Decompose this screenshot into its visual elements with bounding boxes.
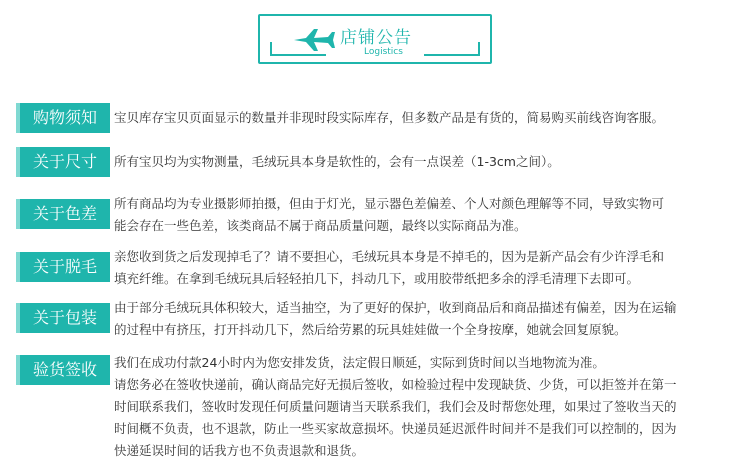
section-tag: 关于脱毛 [20, 252, 110, 282]
text-line: 由于部分毛绒玩具体积较大，适当抽空，为了更好的保护，收到商品后和商品描述有偏差，因为在运输 [114, 300, 677, 315]
text-line: 我们在成功付款24小时内为您安排发货，法定假日顺延，实际到货时间以当地物流为准。 [114, 355, 605, 370]
text-line: 所有商品均为专业摄影师拍摄，但由于灯光，显示器色差偏差、个人对颜色理解等不同，导致实物可 [114, 196, 665, 211]
section-tag: 验货签收 [20, 355, 110, 385]
section-text [114, 246, 732, 290]
banner-subtitle: Logistics [364, 47, 403, 57]
text-line: 时间联系我们，签收时发现任何质量问题请当天联系我们，我们会及时帮您处理，如果过了签收当天的 [114, 399, 677, 414]
text-line: 请您务必在签收快递前，确认商品完好无损后签收，如检验过程中发现缺货、少货，可以拒签并在第一 [114, 377, 677, 392]
banner-title: 店铺公告 [340, 28, 412, 48]
section-text [114, 193, 732, 237]
section-text [114, 151, 732, 173]
text-line: 快递延误时间的话我方也不负责退款和退货。 [114, 443, 365, 458]
section-text [114, 297, 732, 341]
text-line: 能会存在一些色差，该类商品不属于商品质量问题，最终以实际商品为准。 [114, 218, 527, 233]
text-line: 的过程中有挤压，打开抖动几下，然后给劳累的玩具娃娃做一个全身按摩，她就会回复原貌。 [114, 322, 627, 337]
section-text [114, 352, 732, 462]
section-tag: 购物须知 [20, 103, 110, 133]
text-line: 亲您收到货之后发现掉毛了？请不要担心，毛绒玩具本身是不掉毛的，因为是新产品会有少许浮毛和 [114, 249, 665, 264]
text-line: 时间概不负责，也不退款，防止一些买家故意损坏。快递员延迟派件时间并不是我们可以控制的，因为 [114, 421, 677, 436]
text-line: 填充纤维。在拿到毛绒玩具后轻轻拍几下，抖动几下，或用胶带纸把多余的浮毛清理下去即可。 [114, 271, 640, 286]
text-line: 宝贝库存宝贝页面显示的数量并非现时段实际库存，但多数产品是有货的，简易购买前线咨询客服。 [114, 110, 665, 125]
section-tag: 关于色差 [20, 199, 110, 229]
airplane-icon [292, 27, 336, 53]
store-notice-banner [258, 14, 492, 64]
section-tag: 关于尺寸 [20, 147, 110, 177]
section-tag: 关于包装 [20, 303, 110, 333]
section-text [114, 107, 732, 129]
text-line: 所有宝贝均为实物测量，毛绒玩具本身是软性的，会有一点误差（1-3cm之间）。 [114, 154, 560, 169]
